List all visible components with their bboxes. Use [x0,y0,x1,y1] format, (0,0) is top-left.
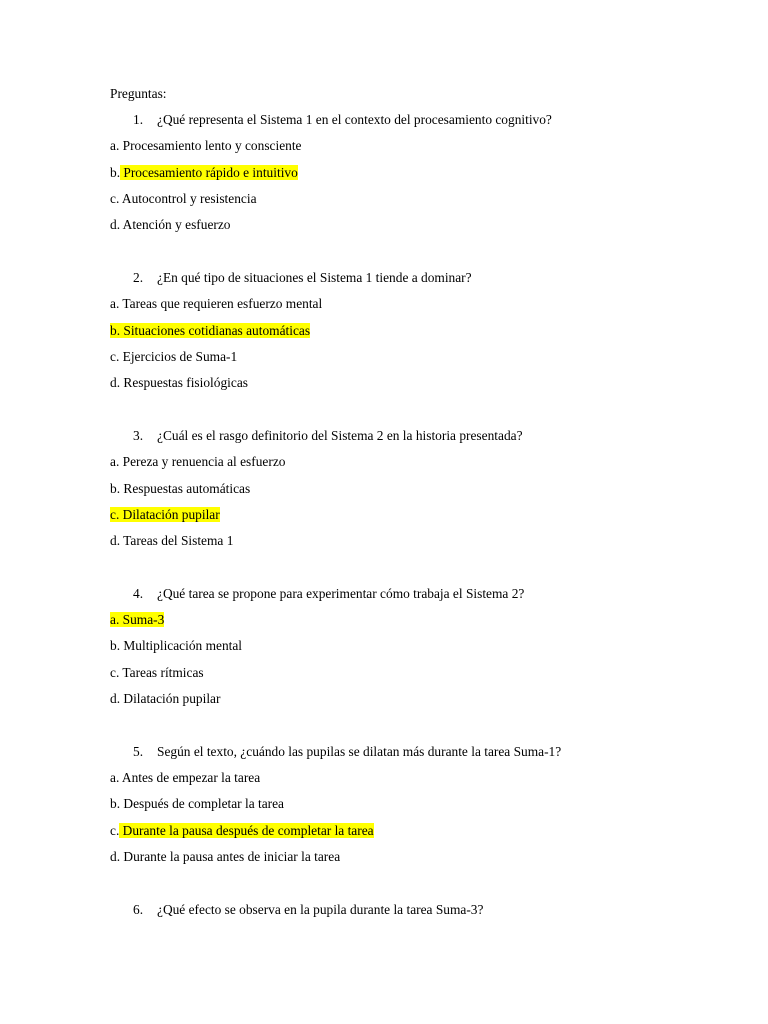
question-number: 3. [133,428,144,443]
answer-option [110,191,257,207]
answer-option [110,481,250,497]
answer-option [110,770,260,786]
option-letter: a. [110,770,120,785]
option-text: Respuestas automáticas [120,481,251,496]
question-number: 1. [133,112,144,127]
answer-option [110,638,242,654]
option-letter-highlighted: a. [110,612,120,627]
option-letter: d. [110,691,121,706]
option-text-highlighted: Situaciones cotidianas automáticas [120,323,311,338]
option-text: Pereza y renuencia al esfuerzo [119,454,286,469]
answer-option [110,296,322,312]
option-letter: d. [110,217,121,232]
option-text: Antes de empezar la tarea [119,770,261,785]
option-letter: a. [110,454,120,469]
answer-option [110,349,237,365]
option-letter: b. [110,638,121,653]
answer-option-highlighted [110,165,298,181]
option-letter: b. [110,165,121,180]
option-text: Durante la pausa antes de iniciar la tarea [120,849,341,864]
question-number: 2. [133,270,144,285]
option-text: Tareas rítmicas [119,665,204,680]
answer-option [110,691,220,707]
question-number: 5. [133,744,144,759]
option-text-highlighted: Dilatación pupilar [119,507,220,522]
option-text: Procesamiento lento y consciente [119,138,302,153]
option-letter: c. [110,191,120,206]
answer-option [110,849,340,865]
question-text: ¿Qué tarea se propone para experimentar cómo trabaja el Sistema 2? [157,586,525,601]
option-text: Autocontrol y resistencia [119,191,257,206]
answer-option-highlighted [110,823,374,839]
question-text: ¿Cuál es el rasgo definitorio del Sistema 2 en la historia presentada? [157,428,523,443]
option-text: Atención y esfuerzo [120,217,231,232]
option-text-highlighted: Durante la pausa después de completar la tarea [119,823,374,838]
option-letter: a. [110,296,120,311]
question-text: ¿Qué representa el Sistema 1 en el contexto del procesamiento cognitivo? [157,112,552,127]
answer-option [110,533,233,549]
question-text: Según el texto, ¿cuándo las pupilas se dilatan más durante la tarea Suma-1? [157,744,562,759]
option-letter: d. [110,849,121,864]
option-letter: c. [110,349,120,364]
option-letter: b. [110,796,121,811]
answer-option-highlighted [110,612,164,628]
question-number: 4. [133,586,144,601]
option-text: Ejercicios de Suma-1 [119,349,238,364]
option-text: Tareas que requieren esfuerzo mental [119,296,323,311]
option-text: Tareas del Sistema 1 [120,533,234,548]
question-number: 6. [133,902,144,917]
answer-option [110,796,284,812]
option-letter: d. [110,533,121,548]
answer-option [110,138,302,154]
option-letter: a. [110,138,120,153]
answer-option [110,665,204,681]
option-text: Después de completar la tarea [120,796,285,811]
option-text: Respuestas fisiológicas [120,375,248,390]
answer-option-highlighted [110,507,220,523]
answer-option [110,217,230,233]
question-text: ¿En qué tipo de situaciones el Sistema 1 tiende a dominar? [157,270,472,285]
option-letter-highlighted: c. [110,507,120,522]
answer-option [110,454,285,470]
answer-option-highlighted [110,323,310,339]
heading: Preguntas: [110,86,167,101]
option-text: Dilatación pupilar [120,691,221,706]
answer-option [110,375,248,391]
question-text: ¿Qué efecto se observa en la pupila durante la tarea Suma-3? [157,902,484,917]
option-text-highlighted: Procesamiento rápido e intuitivo [120,165,298,180]
option-letter: d. [110,375,121,390]
option-letter-highlighted: b. [110,323,121,338]
option-letter: c. [110,823,120,838]
option-letter: c. [110,665,120,680]
option-text-highlighted: Suma-3 [119,612,165,627]
option-text: Multiplicación mental [120,638,243,653]
option-letter: b. [110,481,121,496]
